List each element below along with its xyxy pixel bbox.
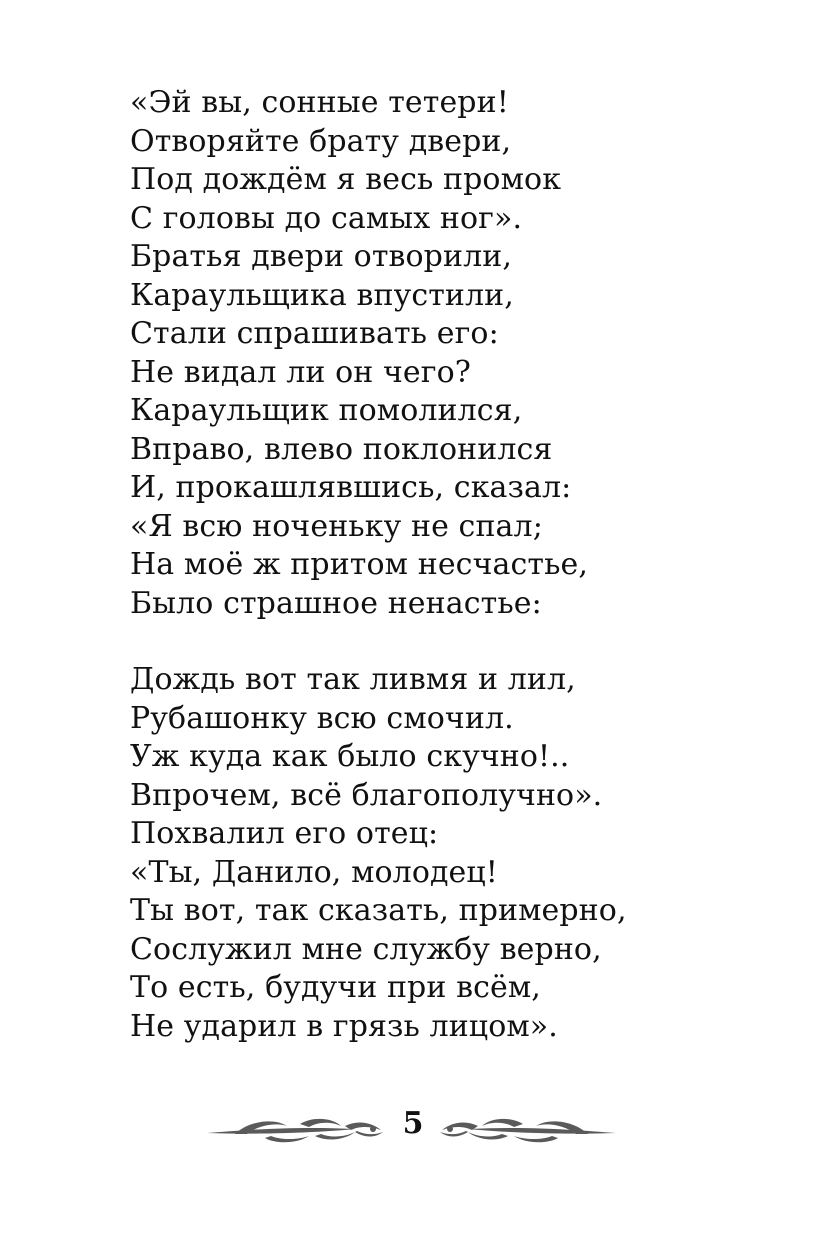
poem-text xyxy=(130,84,770,1046)
poem-line: Впрочем, всё благополучно». xyxy=(130,777,603,813)
poem-line: С головы до самых ног». xyxy=(130,200,523,236)
poem-line: «Эй вы, сонные тетери! xyxy=(130,85,509,120)
poem-line: «Ты, Данило, молодец! xyxy=(130,854,498,890)
poem-line: Караульщика впустили, xyxy=(130,277,514,313)
poem-line: Уж куда как было скучно!.. xyxy=(130,739,570,774)
page-number: 5 xyxy=(402,1106,424,1141)
poem-line: Было страшное ненастье: xyxy=(130,585,542,621)
poem-line: Ты вот, так сказать, примерно, xyxy=(130,893,627,928)
poem-line: На моё ж притом несчастье, xyxy=(130,547,589,582)
poem-line: Дождь вот так ливмя и лил, xyxy=(130,662,576,697)
poem-line: Стали спрашивать его: xyxy=(130,316,499,351)
poem-line: Не видал ли он чего? xyxy=(130,354,471,390)
poem-line: То есть, будучи при всём, xyxy=(130,970,541,1005)
poem-line: «Я всю ноченьку не спал; xyxy=(130,508,543,544)
poem-line: Отворяйте брату двери, xyxy=(130,123,512,159)
stanza-1 xyxy=(130,84,770,623)
poem-line: Не ударил в грязь лицом». xyxy=(130,1008,558,1044)
poem-line: Братья двери отворили, xyxy=(130,239,512,274)
page-footer xyxy=(0,1100,827,1160)
flourish-right-icon xyxy=(438,1112,618,1148)
poem-line: Рубашонку всю смочил. xyxy=(130,700,514,736)
stanza-2 xyxy=(130,661,770,1046)
poem-line: Сослужил мне службу верно, xyxy=(130,931,602,967)
poem-line: И, прокашлявшись, сказал: xyxy=(130,470,572,505)
poem-line: Вправо, влево поклонился xyxy=(130,431,553,467)
poem-line: Похвалил его отец: xyxy=(130,816,439,851)
flourish-left-icon xyxy=(205,1112,385,1148)
poem-line: Под дождём я весь промок xyxy=(130,162,562,197)
poem-line: Караульщик помолился, xyxy=(130,393,523,428)
